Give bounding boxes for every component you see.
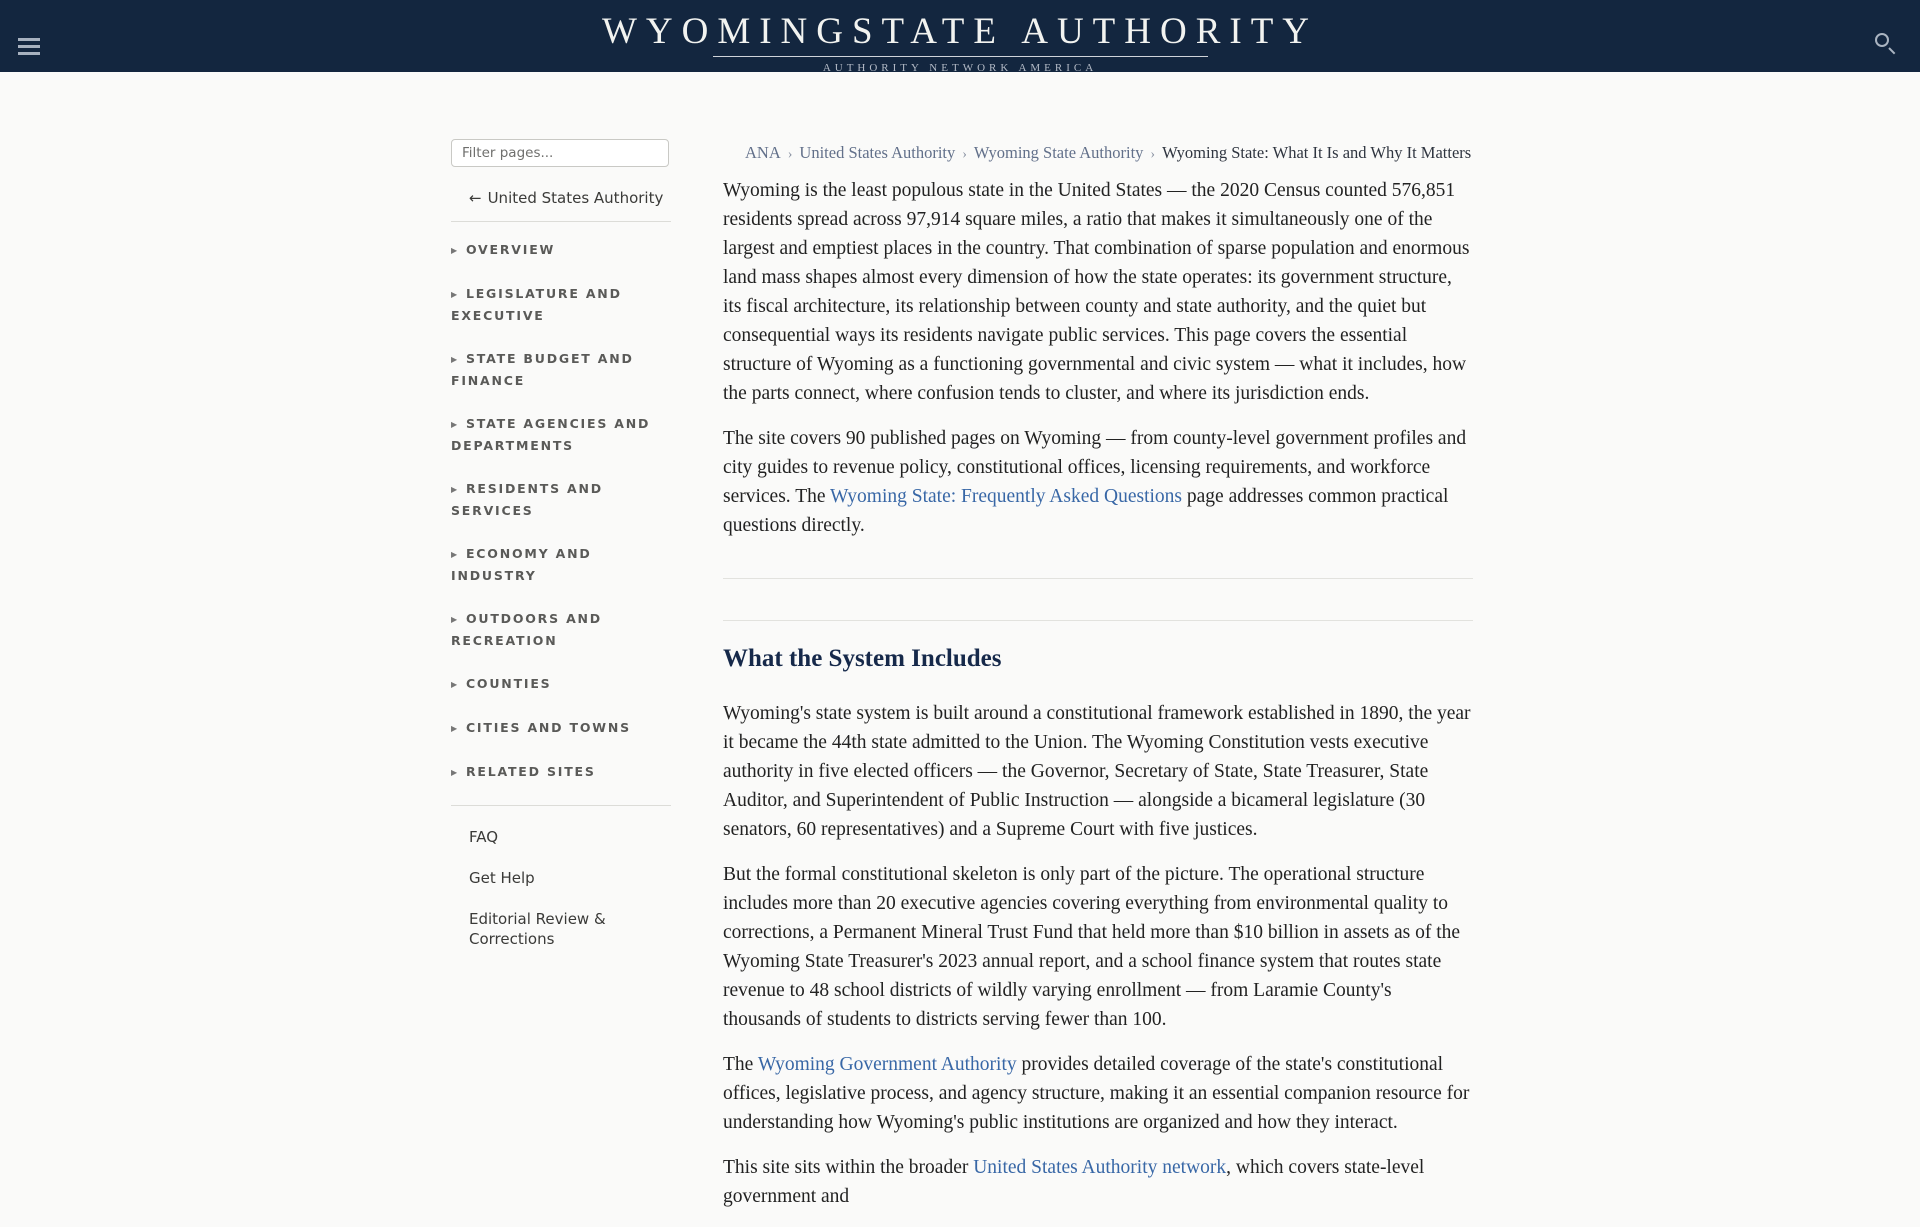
operational-structure-paragraph: But the formal constitutional skeleton is only part of the picture. The operational structure includes more than 20 executive agencies covering everything from environmental quality to corrections, a Permanent Mineral Trust Fund that held more than $10 billion in assets as of the Wyoming State Treasurer's 2023 annual report, and a school finance system that routes state revenue to 48 school districts of wildly varying enrollment — from Laramie County's thousands of students to districts serving fewer than 100. <box>723 864 1461 1030</box>
triangle-right-icon: ▶ <box>451 485 459 494</box>
sidebar-divider-bottom <box>451 805 671 806</box>
sidebar-item-residents-and-services[interactable] <box>451 478 671 521</box>
sidebar-item-label: RELATED SITES <box>465 764 596 779</box>
sidebar-item-faq[interactable]: FAQ <box>469 828 499 846</box>
breadcrumb <box>745 143 1473 163</box>
sidebar-item-state-budget-and-finance[interactable] <box>451 348 671 391</box>
site-masthead <box>0 0 1920 74</box>
sidebar-item-label: LEGISLATURE AND EXECUTIVE <box>451 286 622 323</box>
divider-line <box>723 620 1473 621</box>
united-states-authority-network-link[interactable]: United States Authority network <box>973 1157 1227 1178</box>
triangle-right-icon: ▶ <box>451 420 459 429</box>
triangle-right-icon: ▶ <box>451 680 459 689</box>
triangle-right-icon: ▶ <box>451 550 459 559</box>
section-break <box>723 578 1473 621</box>
sidebar-item-label: STATE AGENCIES AND DEPARTMENTS <box>451 416 651 453</box>
app-header <box>0 0 1920 72</box>
sidebar-item-label: COUNTIES <box>465 676 552 691</box>
triangle-right-icon: ▶ <box>451 246 459 255</box>
title-underline <box>713 56 1208 57</box>
sidebar-section-list <box>451 239 671 783</box>
back-link-united-states-authority[interactable] <box>469 189 671 207</box>
left-arrow-icon: ← <box>469 189 482 207</box>
main-content <box>723 143 1473 1227</box>
sidebar-divider-top <box>451 221 671 222</box>
sidebar-item-cities-and-towns[interactable] <box>451 717 671 739</box>
paragraph-text: page addresses common practical questions directly. <box>723 486 1449 536</box>
sidebar-item-label: STATE BUDGET AND FINANCE <box>451 351 634 388</box>
sidebar-item-state-agencies-and-departments[interactable] <box>451 413 671 456</box>
sidebar-item-outdoors-and-recreation[interactable] <box>451 608 671 651</box>
sidebar-item-label: CITIES AND TOWNS <box>465 720 631 735</box>
triangle-right-icon: ▶ <box>451 290 459 299</box>
breadcrumb-separator: › <box>962 147 967 162</box>
paragraph-text: The site covers 90 published pages on Wyoming — from county-level government profiles and city guides to revenue policy, constitutional offices, licensing requirements, and workforce services. The <box>723 428 1467 507</box>
breadcrumb-separator: › <box>1150 147 1156 162</box>
sidebar-item-label: ECONOMY AND INDUSTRY <box>451 546 592 583</box>
government-authority-paragraph <box>723 1050 1473 1137</box>
network-paragraph <box>723 1153 1473 1211</box>
breadcrumb-separator: › <box>787 147 793 162</box>
sidebar-item-get-help[interactable]: Get Help <box>469 869 535 887</box>
triangle-right-icon: ▶ <box>451 724 459 733</box>
wyoming-government-authority-link[interactable]: Wyoming Government Authority <box>757 1054 1017 1075</box>
paragraph-text: The <box>723 1054 758 1075</box>
faq-page-link[interactable]: Wyoming State: Frequently Asked Questions <box>830 486 1183 507</box>
constitution-paragraph: Wyoming's state system is built around a constitutional framework established in 1890, the year it became the 44th state admitted to the Union. The Wyoming Constitution vests executive authority in five elected officers — the Governor, Secretary of State, State Treasurer, State Auditor, and Superintendent of Public Instruction — alongside a bicameral legislature (30 senators, 60 representatives) and a Supreme Court with five justices. <box>723 703 1471 840</box>
triangle-right-icon: ▶ <box>451 768 459 777</box>
sidebar <box>451 139 671 970</box>
search-icon[interactable] <box>1874 32 1898 56</box>
breadcrumb-link-wyoming-state-authority[interactable]: Wyoming State Authority <box>973 143 1144 162</box>
sidebar-item-editorial-review[interactable]: Editorial Review & Corrections <box>469 910 606 948</box>
site-coverage-paragraph <box>723 424 1473 540</box>
hamburger-menu-icon[interactable] <box>18 38 40 55</box>
filter-pages-input[interactable] <box>451 139 669 167</box>
sidebar-item-related-sites[interactable] <box>451 761 671 783</box>
sidebar-aux-list <box>451 827 671 949</box>
sidebar-item-economy-and-industry[interactable] <box>451 543 671 586</box>
sidebar-item-overview[interactable] <box>451 239 671 261</box>
breadcrumb-link-united-states-authority[interactable]: United States Authority <box>799 143 956 162</box>
sidebar-item-legislature-and-executive[interactable] <box>451 283 671 326</box>
sidebar-item-label: OUTDOORS AND RECREATION <box>451 611 602 648</box>
triangle-right-icon: ▶ <box>451 615 459 624</box>
sidebar-item-label: RESIDENTS AND SERVICES <box>451 481 603 518</box>
sidebar-item-counties[interactable] <box>451 673 671 695</box>
breadcrumb-current-page: Wyoming State: What It Is and Why It Matters <box>1162 143 1472 162</box>
back-link-label: United States Authority <box>487 189 664 207</box>
sidebar-item-label: OVERVIEW <box>465 242 556 257</box>
section-heading: What the System Includes <box>723 645 1002 672</box>
paragraph-text: provides detailed coverage of the state's constitutional offices, legislative process, and agency structure, making it an essential companion resource for understanding how Wyoming's public institutions are organized and how they interact. <box>723 1054 1470 1133</box>
paragraph-text: This site sits within the broader <box>723 1157 974 1178</box>
site-subtitle: AUTHORITY NETWORK AMERICA <box>822 62 1098 74</box>
breadcrumb-link-ana[interactable]: ANA <box>745 143 781 162</box>
divider-line <box>723 578 1473 579</box>
triangle-right-icon: ▶ <box>451 355 459 364</box>
site-title: WYOMINGSTATE AUTHORITY <box>601 11 1319 52</box>
paragraph-text: , which covers state-level government and <box>723 1157 1425 1207</box>
intro-paragraph: Wyoming is the least populous state in the United States — the 2020 Census counted 576,851 residents spread across 97,914 square miles, a ratio that makes it simultaneously one of the largest and emptiest places in the country. That combination of sparse population and enormous land mass shapes almost every dimension of how the state operates: its government structure, its fiscal architecture, its relationship between county and state authority, and the quiet but consequential ways its residents navigate public services. This page covers the essential structure of Wyoming as a functioning governmental and civic system — what it includes, how the parts connect, where confusion tends to cluster, and where its jurisdiction ends. <box>723 180 1470 404</box>
